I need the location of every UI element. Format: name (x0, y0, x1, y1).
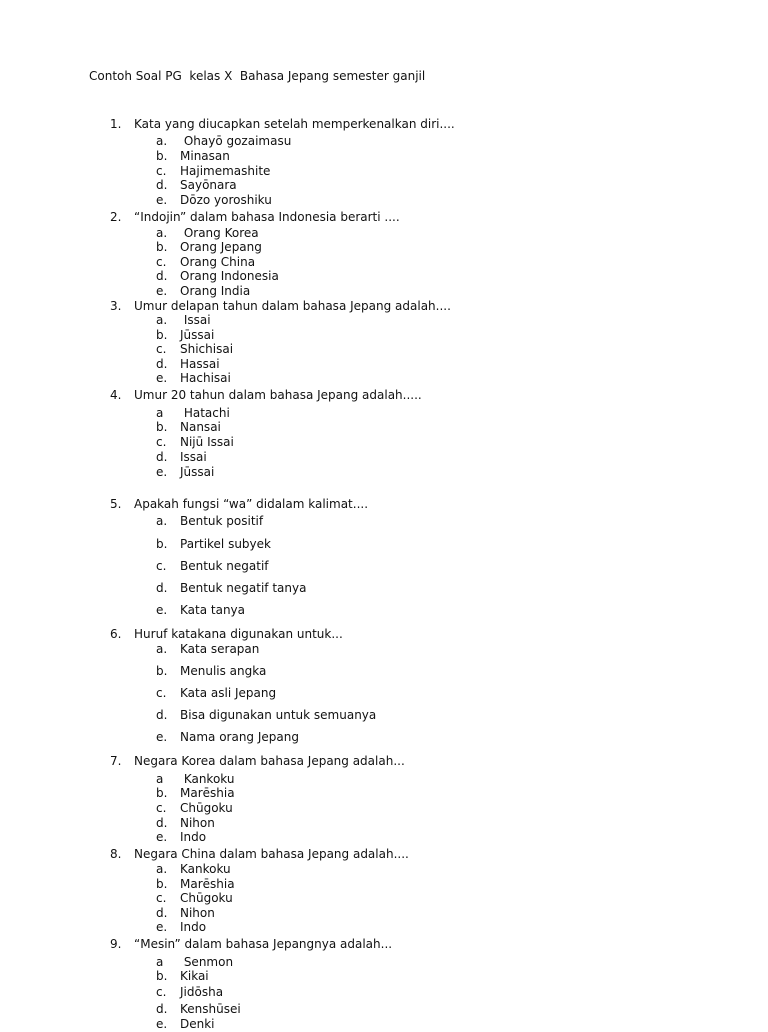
option-letter: a (156, 772, 164, 786)
answer-option (0, 406, 768, 421)
option-text: Bentuk negatif tanya (180, 581, 307, 595)
option-text: Issai (180, 313, 211, 327)
answer-option (0, 226, 768, 241)
answer-option (0, 193, 768, 208)
answer-option (0, 149, 768, 164)
option-text: Orang Korea (180, 226, 259, 240)
answer-option (0, 420, 768, 435)
option-text: Kankoku (180, 772, 235, 786)
question-number: 2. (110, 210, 122, 224)
question-number: 3. (110, 299, 122, 313)
answer-option (0, 862, 768, 877)
option-letter: b. (156, 877, 168, 891)
option-letter: d. (156, 708, 168, 722)
option-letter: c. (156, 255, 167, 269)
question-7 (0, 754, 768, 770)
option-letter: d. (156, 269, 168, 283)
option-text: Kata serapan (180, 642, 260, 656)
option-text: Orang Jepang (180, 240, 262, 254)
option-letter: c. (156, 985, 167, 999)
option-letter: b. (156, 420, 168, 434)
document-title: Contoh Soal PG kelas X Bahasa Jepang semester ganjil (89, 69, 426, 83)
option-text: Denki (180, 1017, 215, 1031)
question-9 (0, 937, 768, 953)
option-letter: e. (156, 730, 168, 744)
option-text: Nihon (180, 816, 215, 830)
answer-option (0, 877, 768, 892)
option-text: Hajimemashite (180, 164, 271, 178)
answer-option (0, 686, 768, 701)
answer-option (0, 786, 768, 801)
option-text: Senmon (180, 955, 234, 969)
question-2 (0, 210, 768, 226)
answer-option (0, 328, 768, 343)
option-text: Chūgoku (180, 891, 233, 905)
answer-option (0, 708, 768, 723)
answer-option (0, 357, 768, 372)
option-text: Jūssai (180, 328, 215, 342)
answer-option (0, 906, 768, 921)
option-text: Menulis angka (180, 664, 267, 678)
option-text: Kenshūsei (180, 1002, 241, 1016)
option-letter: c. (156, 891, 167, 905)
answer-option (0, 985, 768, 1000)
option-text: Issai (180, 450, 207, 464)
answer-option (0, 178, 768, 193)
question-text: Negara China dalam bahasa Jepang adalah.... (134, 847, 409, 861)
option-letter: b. (156, 240, 168, 254)
option-text: Indo (180, 920, 207, 934)
option-letter: b. (156, 537, 168, 551)
option-text: Hachisai (180, 371, 231, 385)
option-text: Orang China (180, 255, 256, 269)
option-letter: e. (156, 193, 168, 207)
question-text: Negara Korea dalam bahasa Jepang adalah... (134, 754, 405, 768)
option-text: Shichisai (180, 342, 234, 356)
option-letter: c. (156, 164, 167, 178)
option-letter: e. (156, 371, 168, 385)
option-letter: a (156, 406, 164, 420)
answer-option (0, 816, 768, 831)
question-text: Umur delapan tahun dalam bahasa Jepang adalah.... (134, 299, 451, 313)
option-text: Kata tanya (180, 603, 246, 617)
answer-option (0, 240, 768, 255)
answer-option (0, 920, 768, 935)
question-text: Huruf katakana digunakan untuk... (134, 627, 343, 641)
option-text: Marēshia (180, 786, 235, 800)
question-text: “Indojin” dalam bahasa Indonesia berarti .... (134, 210, 400, 224)
answer-option (0, 255, 768, 270)
option-text: Kankoku (180, 862, 231, 876)
option-text: Marēshia (180, 877, 235, 891)
question-number: 8. (110, 847, 122, 861)
question-6 (0, 627, 768, 643)
option-text: Chūgoku (180, 801, 233, 815)
option-letter: d. (156, 357, 168, 371)
answer-option (0, 514, 768, 529)
question-number: 9. (110, 937, 122, 951)
option-text: Dōzo yoroshiku (180, 193, 272, 207)
question-5 (0, 497, 768, 513)
answer-option (0, 450, 768, 465)
answer-option (0, 537, 768, 552)
option-text: Nama orang Jepang (180, 730, 299, 744)
option-letter: b. (156, 664, 168, 678)
option-text: Nihon (180, 906, 215, 920)
option-letter: a. (156, 862, 168, 876)
question-text: Apakah fungsi “wa” didalam kalimat.... (134, 497, 369, 511)
option-text: Partikel subyek (180, 537, 271, 551)
option-letter: e. (156, 603, 168, 617)
option-letter: a. (156, 514, 168, 528)
answer-option (0, 801, 768, 816)
answer-option (0, 313, 768, 328)
answer-option (0, 730, 768, 745)
answer-option (0, 955, 768, 970)
question-number: 4. (110, 388, 122, 402)
option-letter: d. (156, 906, 168, 920)
option-letter: b. (156, 786, 168, 800)
option-letter: c. (156, 342, 167, 356)
option-letter: b. (156, 149, 168, 163)
option-text: Kata asli Jepang (180, 686, 277, 700)
option-letter: e. (156, 284, 168, 298)
option-letter: c. (156, 801, 167, 815)
question-text: Umur 20 tahun dalam bahasa Jepang adalah..... (134, 388, 422, 402)
answer-option (0, 342, 768, 357)
answer-option (0, 581, 768, 596)
option-text: Bentuk negatif (180, 559, 269, 573)
option-letter: a (156, 955, 164, 969)
option-letter: d. (156, 178, 168, 192)
option-letter: a. (156, 313, 168, 327)
option-letter: e. (156, 830, 168, 844)
option-letter: d. (156, 450, 168, 464)
question-number: 7. (110, 754, 122, 768)
option-text: Hassai (180, 357, 220, 371)
option-letter: c. (156, 435, 167, 449)
answer-option (0, 559, 768, 574)
answer-option (0, 772, 768, 787)
answer-option (0, 164, 768, 179)
question-1 (0, 117, 768, 133)
option-letter: a. (156, 134, 168, 148)
question-number: 1. (110, 117, 122, 131)
option-text: Kikai (180, 969, 209, 983)
option-letter: c. (156, 559, 167, 573)
question-4 (0, 388, 768, 404)
option-text: Sayōnara (180, 178, 237, 192)
answer-option (0, 465, 768, 480)
question-8 (0, 847, 768, 863)
option-letter: d. (156, 816, 168, 830)
option-letter: c. (156, 686, 167, 700)
option-text: Hatachi (180, 406, 230, 420)
question-number: 6. (110, 627, 122, 641)
option-text: Indo (180, 830, 207, 844)
option-text: Orang Indonesia (180, 269, 279, 283)
option-letter: a. (156, 642, 168, 656)
option-text: Orang India (180, 284, 251, 298)
option-text: Jūssai (180, 465, 215, 479)
option-letter: e. (156, 920, 168, 934)
option-text: Nansai (180, 420, 221, 434)
answer-option (0, 1017, 768, 1032)
answer-option (0, 969, 768, 984)
option-letter: e. (156, 465, 168, 479)
question-text: “Mesin” dalam bahasa Jepangnya adalah... (134, 937, 393, 951)
option-text: Jidōsha (180, 985, 224, 999)
option-letter: e. (156, 1017, 168, 1031)
option-text: Ohayō gozaimasu (180, 134, 292, 148)
option-text: Bisa digunakan untuk semuanya (180, 708, 377, 722)
option-letter: d. (156, 1002, 168, 1016)
option-text: Bentuk positif (180, 514, 264, 528)
question-number: 5. (110, 497, 122, 511)
answer-option (0, 1002, 768, 1017)
answer-option (0, 371, 768, 386)
option-letter: b. (156, 328, 168, 342)
option-text: Nijū Issai (180, 435, 234, 449)
answer-option (0, 891, 768, 906)
answer-option (0, 435, 768, 450)
question-text: Kata yang diucapkan setelah memperkenalkan diri.... (134, 117, 455, 131)
option-letter: b. (156, 969, 168, 983)
option-letter: d. (156, 581, 168, 595)
answer-option (0, 284, 768, 299)
answer-option (0, 830, 768, 845)
answer-option (0, 664, 768, 679)
answer-option (0, 603, 768, 618)
option-text: Minasan (180, 149, 230, 163)
answer-option (0, 134, 768, 149)
answer-option (0, 642, 768, 657)
option-letter: a. (156, 226, 168, 240)
answer-option (0, 269, 768, 284)
